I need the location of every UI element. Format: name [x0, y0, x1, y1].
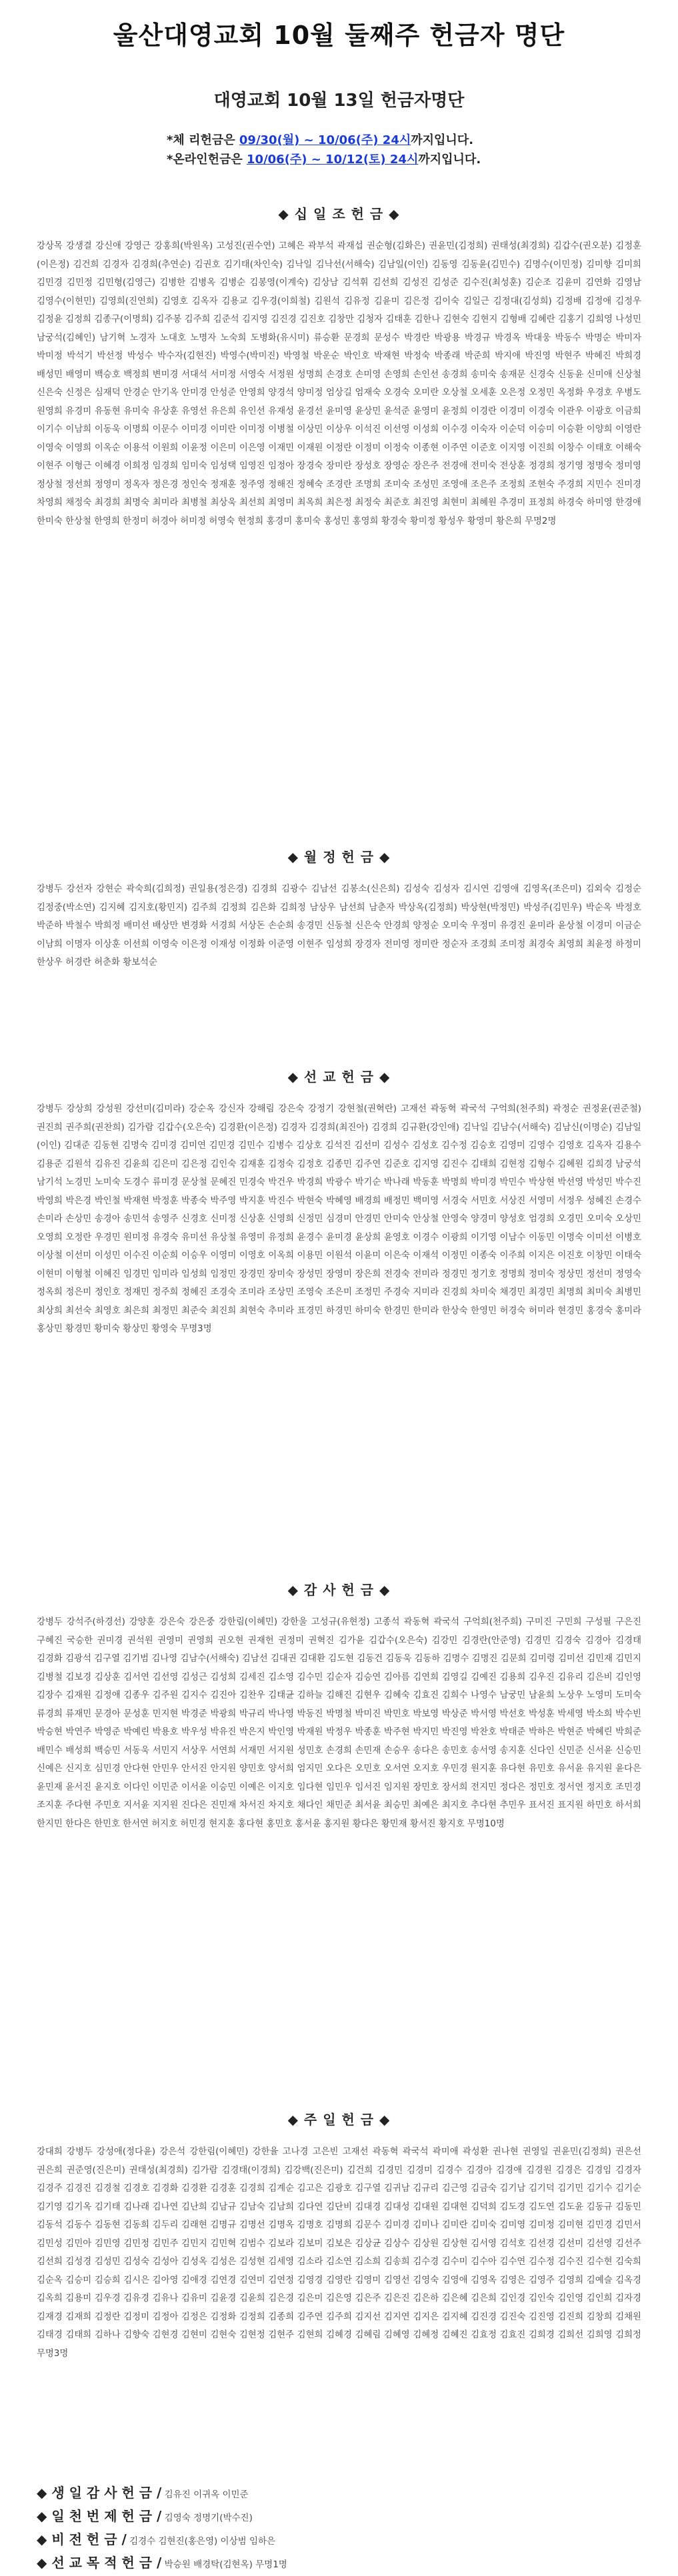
- section-heading: ◆ 월 정 헌 금 ◆: [287, 849, 391, 865]
- notice-prefix: *체 리헌금은: [167, 133, 239, 147]
- notice-suffix: 까지입니다.: [411, 133, 474, 147]
- names-list: 강병두 강석주(하경선) 강양훈 강은숙 강은중 강한림(이혜민) 강한울 고성규(유현정) 고종석 곽동혁 곽국석 구억희(천주희) 구미진 구민희 구성필 구은진 구혜진 국승한 권미경 권석원 권영미 권영희 권오현 권재헌 권정미 권혁진 김가윤 김갑수(오은숙) 김강민 김경란(안준영) 김경민 김경숙 김경아 김경태 김경화 김광석 김구열 김기범 김나영 김남수(서해숙) 김남선 김대권 김대환 김도현 김동건 김동욱 김동하 김명수 김명진 김문희 김미령 김미선 김민재 김민지 김병철 김보경 김상훈 김서연 김선영 김성근 김성희 김세진 김소영 김수민 김순자 김승연 김아름 김연희 김영길 김예진 김용희 김우진 김유리 김은비 김인영 김장수 김재원 김정애 김종우 김주원 김지수 김진아 김찬우 김태균 김하늘 김해진 김현우 김혜숙 김효진 김희수 나영수 남궁민 남윤희 노상우 노영미 도미숙 류경희 류재민 문경아 문성훈 민지현 박경준 박광희 박규리 박나영 박동진 박명철 박미진 박민호 박보영 박상준 박서영 박선호 박성훈 박세영 박소희 박수빈 박승현 박연주 박영준 박예린 박용호 박우성 박유진 박은지 박인영 박재원 박정우 박종훈 박주현 박지민 박진영 박찬호 박태준 박하은 박현준 박혜린 박희준 배민수 배성희 백승민 서동욱 서민지 서상우 서연희 서재민 서지원 성민호 손경희 손민재 손승우 송다은 송민호 송서영 송지훈 신다인 신민준 신서윤 신승민 신예은 신지호 심민경 안다현 안민우 안서진 안지원 양민호 양서희 엄지민 오다은 오민호 오서연 오지호 우민경 원지훈 유다현 유민호 유서윤 유지원 윤다은 윤민재 윤서진 윤지호 이다인 이민준 이서윤 이승민 이예은 이지호 임다현 임민우 임서진 임지원 장민호 장서희 전지민 정다은 정민호 정서연 정지호 조민경 조지훈 주다현 주민호 지서윤 지지원 진다은 진민재 차서진 차지호 채다인 채민준 최서윤 최승민 최예은 최지호 추다현 추민우 표서진 표지원 하민호 하서희 한지민 한다은 한민호 한서연 허지호 허민경 현지훈 홍다현 홍민호 홍서윤 홍지원 황다은 황민재 황서진 황지호 무명10명: [37, 1617, 641, 1829]
- notice-block: [167, 131, 593, 169]
- thousand-offering-row: [37, 2505, 253, 2525]
- notice-line-regular: [167, 131, 593, 150]
- offering-label: ◆ 선 교 목 적 헌 금 /: [37, 2555, 162, 2571]
- notice-suffix: 까지입니다.: [418, 153, 481, 167]
- section-heading: ◆ 십 일 조 헌 금 ◆: [278, 206, 400, 222]
- offering-label: ◆ 일 천 번 제 헌 금 /: [37, 2508, 162, 2524]
- offering-names: 박승원 배경탁(김현옥) 무명1명: [161, 2559, 287, 2570]
- names-list: 강상목 강생결 강신애 강영근 강홍희(박원옥) 고성진(권수연) 고혜은 곽부석 곽재섭 권순형(김화은) 권윤민(김정희) 권태성(최경희) 김갑수(권오분) 김정훈(이은정) 김건희 김경자 김경희(추연순) 김권호 김기태(차인숙) 김낙일 김낙선(서해숙) 김남일(이인) 김동영 김동윤(김민수) 김명수(이민정) 김미향 김미희 김민경 김민정 김민형(김영근) 김병한 김병옥 김병순 김봉영(이계숙) 김상남 김석휘 김선희 김성진 김성준 김수진(최성훈) 김순조 김윤미 김연화 김영남 김영수(이현민) 김영희(진연희) 김영호 김옥자 김용교 김우경(이희철) 김원석 김유정 김윤미 김은정 김이숙 김일근 김정대(김성희) 김정배 김정애 김정우 김정윤 김정희 김종구(이명희) 김주봉 김주희 김준석 김지영 김진경 김진호 김창만 김청자 김태훈 김한나 김현숙 김현지 김형배 김혜란 김홍기 김희영 나성민 남궁석(김혜인) 남기혁 노경자 노대호 노명자 노숙희 도병화(유시미) 류승환 문경희 문성수 박경란 박광용 박경규 박경옥 박대웅 박동수 박명순 박미자 박미정 박석기 박선정 박성수 박수자(김현진) 박영수(박미진) 박영철 박운순 박인호 박재현 박정숙 박종래 박준희 박지애 박진영 박현주 박혜진 박희경 배성민 배영미 백승호 백정희 변미경 서대석 서미정 서영숙 서정원 성명희 손경호 손미영 손영희 손인선 송경희 송미숙 송재문 신경숙 신동윤 신미애 신상철 신은숙 신정은 심재덕 안경순 안기옥 안미경 안성준 안영희 양경석 양미정 엄상길 엄재숙 오경숙 오미란 오상철 오세훈 오은정 오정민 옥정화 우경호 우병도 원영희 유경미 유동현 유미숙 유상훈 유영선 유은희 유인선 유재성 윤경선 윤미영 윤상민 윤석준 윤영미 윤정희 이경란 이경미 이경숙 이관우 이광호 이금희 이기수 이남희 이동욱 이명희 이문수 이미경 이미란 이미정 이병철 이상민 이상우 이석진 이선영 이성희 이수경 이숙자 이순덕 이승미 이승환 이양희 이영란 이영숙 이영희 이옥순 이용석 이원희 이윤정 이은미 이은영 이재민 이재원 이정란 이정미 이정숙 이종현 이주연 이준호 이지영 이진희 이창수 이태호 이해숙 이현주 이형근 이혜경 이희정 임경희 임미숙 임성택 임영진 임정아 장경숙 장미란 장성호 장영순 장은주 전경애 전미숙 전상훈 정경희 정기영 정명숙 정미영 정상철 정선희 정영미 정옥자 정은경 정인숙 정재훈 정주영 정해진 정혜숙 조경란 조명희 조미숙 조성민 조영애 조은주 조정희 조현숙 주경희 지민수 진미경 차영희 채정숙 최경희 최명숙 최미라 최병철 최상욱 최선희 최영미 최옥희 최은정 최정숙 최준호 최진영 최현미 최혜원 추경미 표정희 하경숙 하미영 한경애 한미숙 한상철 한영희 한정미 허경아 허미정 허영숙 현정희 홍경미 홍미숙 홍성민 홍영희 황경숙 황미정 황성우 황영미 황은희 무명2명: [37, 241, 641, 526]
- offering-label: ◆ 비 전 헌 금 /: [37, 2531, 127, 2547]
- section-thanks-offering: [0, 1579, 678, 2099]
- notice-date-range: 09/30(월) ~ 10/06(주) 24시: [239, 133, 411, 147]
- notice-date-range: 10/06(주) ~ 10/12(토) 24시: [247, 153, 419, 167]
- mission-purpose-offering-row: [37, 2552, 287, 2571]
- names-list: 강병두 강선자 강현순 곽숙희(김희정) 권일용(정은경) 김경희 김광수 김남선 김봉소(신은희) 김성숙 김성자 김시연 김영애 김영옥(조은미) 김외숙 김정순 김정중(박소연) 김지혜 김지호(황민지) 김주희 김정희 김은화 김희정 남상우 남선희 남춘자 박상옥(김정희) 박상현(박정민) 박성주(김민우) 박순옥 박정호 박준하 박철수 박희정 배미선 배상만 변경화 서경희 서상돈 손순희 송경민 신동철 신은숙 안경희 양정순 오미숙 우정미 유경진 윤미라 윤상철 이경미 이금순 이남희 이명자 이상훈 이선희 이영숙 이은정 이재성 이정화 이준영 이현주 임성희 장경자 전미영 정미란 정순자 조경희 조미정 최경숙 최영희 최윤정 하정미 한상우 허경란 허춘화 황보석순: [37, 884, 641, 967]
- section-heading: ◆ 선 교 헌 금 ◆: [287, 1069, 391, 1085]
- names-list: 강병두 강상희 강성원 강선미(김미라) 강순옥 강신자 강해림 강은숙 강정기 강현철(권혁란) 고재선 곽동혁 곽국석 구억희(천주희) 곽정순 권정윤(권준철) 권진희 권주희(권찬희) 김가람 김갑수(오은숙) 김경환(이은정) 김경자 김경희(최진아) 김경희 김규환(강인애) 김낙일 김남수(서해숙) 김남신(이명순) 김남일(이인) 김대준 김동현 김명숙 김미경 김미연 김민경 김민수 김병수 김상호 김석진 김선미 김성수 김성호 김수정 김승호 김영미 김영수 김영호 김옥자 김용수 김용준 김원석 김유진 김윤희 김은미 김은정 김인숙 김재훈 김정숙 김정호 김종민 김주연 김준호 김지영 김진수 김태희 김현정 김형수 김혜원 김희경 남궁석 남기석 노경민 노미숙 도경수 류미경 문상철 문혜진 민경숙 박건우 박경희 박광수 박기순 박나래 박동훈 박명희 박미경 박민수 박상현 박선영 박성민 박수진 박영희 박은경 박인철 박재현 박정훈 박종숙 박주영 박지훈 박진수 박현숙 박혜영 배경희 배정민 백미영 서경숙 서민호 서상진 서영미 서정우 성혜진 손경수 손미라 손상민 송경아 송민석 송영주 신경호 신미정 신상훈 신영희 신정민 심경미 안경민 안미숙 안상철 안영숙 양경미 양성호 엄경희 오경민 오미숙 오상민 오영희 오정란 우경민 원미정 유경숙 유미선 유상철 유영미 유정희 윤경수 윤미경 윤상희 윤영호 이경수 이광희 이기영 이남수 이동민 이명숙 이미선 이병호 이상철 이선미 이성민 이수진 이순희 이승우 이영미 이영호 이옥희 이용민 이원석 이윤미 이은숙 이재석 이정민 이종숙 이주희 이지은 이진호 이창민 이태숙 이현미 이형철 이혜진 임경민 임미라 임성희 임정민 장경민 장미숙 장성민 장영미 장은희 전경숙 전미라 정경민 정기호 정명희 정미숙 정상민 정선미 정영숙 정옥희 정은미 정인호 정재민 정주희 정혜진 조경숙 조미라 조상민 조영숙 조은미 조정민 주경숙 지미라 진경희 차미숙 채경민 최경민 최명희 최미숙 최병민 최상희 최선숙 최영호 최은희 최정민 최준숙 최진희 최현숙 추미라 표경민 하경민 하미숙 한경민 한미라 한상숙 한영민 허경숙 허미라 현경민 홍경숙 홍미라 홍상민 황경민 황미숙 황상민 황영숙 무명3명: [37, 1104, 641, 1334]
- names-list: 강대희 강병두 강성애(정다윤) 강은석 강한림(이혜민) 강한율 고나경 고은빈 고재선 곽동혁 곽국석 곽미애 곽성환 권나현 권영일 권윤민(김정희) 권은선 권은희 권준영(진은미) 권태성(최경희) 김가람 김경태(이경희) 김강백(진은미) 김건희 김경민 김경미 김경수 김경아 김경애 김경원 김경은 김경임 김경자 김경주 김경진 김경철 김경호 김경화 김경환 김경훈 김경희 김계순 김고은 김광호 김구열 김귀남 김규리 김근영 김금숙 김기남 김기덕 김기민 김기수 김기순 김기영 김기옥 김기태 김나래 김나연 김난희 김남규 김남숙 김남희 김다연 김단비 김대경 김대성 김대원 김대현 김덕희 김도경 김도연 김도윤 김동규 김동민 김동석 김동수 김동현 김동희 김두리 김래현 김명규 김명선 김명옥 김명호 김명희 김문수 김미경 김미나 김미란 김미숙 김미영 김미정 김미현 김민경 김민서 김민성 김민아 김민영 김민정 김민주 김민지 김민혁 김범수 김보라 김보미 김보은 김상균 김상수 김상원 김상현 김서영 김석호 김선경 김선미 김선영 김선주 김선희 김성경 김성민 김성숙 김성아 김성옥 김성은 김성현 김세영 김소라 김소연 김소희 김송희 김수경 김수미 김수아 김수연 김수정 김수진 김수현 김숙희 김순옥 김승미 김승희 김시은 김아영 김애경 김연경 김연미 김연정 김영경 김영란 김영미 김영선 김영숙 김영애 김영옥 김영은 김영주 김영희 김예슬 김옥경 김옥희 김용미 김우경 김유경 김유나 김유미 김윤경 김윤희 김은경 김은미 김은영 김은주 김은진 김은하 김은혜 김은희 김인경 김인숙 김인영 김인희 김자경 김재경 김재희 김정란 김정미 김정아 김정은 김정화 김정희 김종희 김주연 김주희 김지선 김지연 김지은 김지혜 김진경 김진숙 김진영 김진희 김창희 김채원 김태경 김태희 김하나 김향숙 김현경 김현미 김현숙 김현정 김현주 김현희 김혜경 김혜림 김혜영 김혜정 김혜진 김효정 김효진 김희경 김희선 김희영 김희정 무명3명: [37, 2147, 641, 2359]
- offering-names: 김유진 이귀옥 이민준: [161, 2489, 249, 2500]
- section-heading: ◆ 주 일 헌 금 ◆: [287, 2112, 391, 2128]
- offering-names: 김영숙 정명기(박수진): [161, 2513, 253, 2523]
- section-heading: ◆ 감 사 헌 금 ◆: [287, 1582, 391, 1598]
- section-sunday-offering: [0, 2109, 678, 2469]
- page-subtitle: 대영교회 10월 13일 헌금자명단: [213, 91, 465, 111]
- birthday-offering-row: [37, 2482, 249, 2501]
- offering-label: ◆ 생 일 감 사 헌 금 /: [37, 2485, 162, 2501]
- notice-line-online: [167, 150, 593, 169]
- section-tithe: [0, 203, 678, 843]
- offering-names: 김경수 김현진(홍은영) 이상범 임하은: [126, 2536, 276, 2547]
- notice-prefix: *온라인헌금은: [167, 153, 247, 167]
- page-title: 울산대영교회 10월 둘째주 헌금자 명단: [113, 21, 565, 50]
- vision-offering-row: [37, 2529, 275, 2548]
- section-mission-offering: [0, 1066, 678, 1573]
- section-weekly: [0, 846, 678, 1059]
